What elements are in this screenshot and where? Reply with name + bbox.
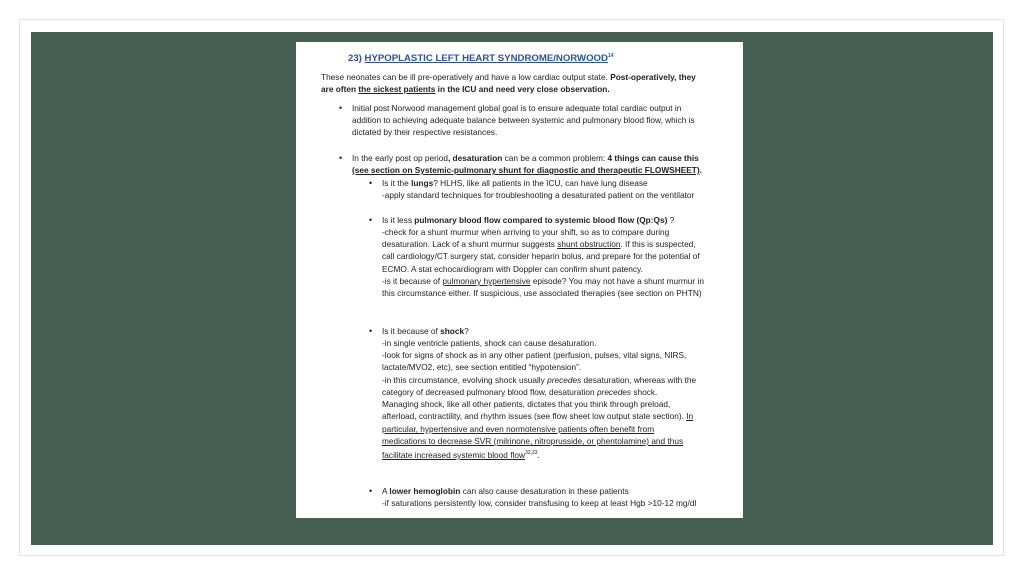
text-run: -apply standard techniques for troubleshooting a desaturated patient on the ventilator [382,190,695,200]
text-run: -look for signs of shock as in any other patient (perfusion, pulses, vital signs, NIRS, [382,350,687,360]
text-run: Managing shock, like all other patients, dictates that you think through preload, [382,399,671,409]
text-run: call cardiology/CT surgery stat, consider heparin bolus, and prepare for the potential of [382,251,700,261]
text-run: facilitate increased systemic blood flow [382,449,525,460]
text-run: , desaturation [447,153,503,163]
text-run: These neonates can be ill pre-operatively and have a low cardiac output state. [321,72,611,82]
text-run: ? HLHS, like all patients in the ICU, can have lung disease [433,178,648,188]
text-line [352,103,681,113]
text-line [382,399,670,409]
text-run: the sickest patients [358,84,436,94]
title-number: 23) [348,53,362,65]
text-line [382,288,702,298]
text-run: ? [464,326,469,336]
text-line [382,338,596,348]
text-run: category of decreased pulmonary blood flow, desaturation [382,387,597,397]
text-run: Post-operatively, they [610,72,696,82]
text-line [382,362,581,372]
text-run: Initial post Norwood management global goal is to ensure adequate total cardiac output in [352,103,682,113]
text-line [321,72,696,82]
text-line [382,387,657,397]
text-run: -check for a shunt murmur when arriving to your shift, so as to compare during [382,227,670,237]
text-run: particular, hypertensive and even normotensive patients often benefit from [382,424,655,434]
text-line [352,115,695,125]
text-run: shock [440,326,465,336]
text-line [382,424,654,434]
bullet-icon: • [339,153,343,163]
text-run: 4 things can cause this [607,153,699,163]
text-line [382,448,540,460]
text-run: desaturation. Lack of a shunt murmur suggests [382,239,558,249]
text-line [382,498,696,508]
text-run: can be a common problem: [502,153,608,163]
text-line [382,436,683,446]
text-run: can also cause desaturation in these patients [460,486,629,496]
text-run: in the ICU and need very close observation. [435,84,610,94]
reference-superscript: 32,33 [524,450,538,456]
text-line [321,84,610,94]
bullet-icon: • [339,103,343,113]
text-run: afterload, contractility, and rhythm issues (see flow sheet low output state section). [382,411,687,421]
text-run: episode? You may not have a shunt murmur in [530,276,704,286]
text-run: lactate/MVO2, etc), see section entitled “hypotension”. [382,362,582,372]
text-run: dictated by their respective resistances. [352,127,498,137]
text-run: shock. [631,387,658,397]
text-run: A [382,486,390,496]
text-run: (see section on Systemic-pulmonary shunt for diagnostic and therapeutic FLOWSHEET) [352,165,700,175]
text-run: addition to achieving adequate balance between systemic and pulmonary blood flow, which is [352,115,695,125]
text-run: -if saturations persistently low, consider transfusing to keep at least Hgb >10-12 mg/dl [382,498,697,508]
text-run: . [537,449,540,460]
text-run: Is it less [382,215,415,225]
page-title [348,51,614,64]
text-run: ? [667,215,675,225]
text-line [382,239,696,249]
text-run: In the early post op period [352,153,448,163]
text-run: desaturation, whereas with the [581,375,697,385]
text-line [382,486,629,496]
bullet-icon: • [369,178,373,188]
text-run: Is it the [382,178,412,188]
text-run: precedes [596,387,632,397]
text-line [352,165,702,175]
text-run: are often [321,84,359,94]
text-run: medications to decrease SVR (milrinone, nitroprusside, or phentolamine) and thus [382,436,684,446]
text-run: ECMO. A stat echocardiogram with Doppler can confirm shunt patency. [382,264,643,274]
text-run: -is it because of [382,276,443,286]
text-run: precedes [547,375,582,385]
title-text: HYPOPLASTIC LEFT HEART SYNDROME/NORWOOD [364,53,608,65]
text-run: this circumstance either. If suspicious, use associated therapies (see section on PHTN) [382,288,702,298]
text-run: In [686,411,694,421]
bullet-icon: • [369,215,373,225]
text-run: . [699,165,702,175]
text-line [382,190,694,200]
bullet-icon: • [369,326,373,336]
text-line [382,375,696,385]
text-run: shunt obstruction [557,239,621,249]
text-line [382,215,674,225]
text-run: lower hemoglobin [389,486,461,496]
bullet-icon: • [369,486,373,496]
text-line [352,127,497,137]
text-line [382,264,643,274]
text-line [382,178,648,188]
text-run: -in single ventricle patients, shock can cause desaturation. [382,338,597,348]
text-run: -in this circumstance, evolving shock usually [382,375,548,385]
text-line [382,251,700,261]
text-line [352,153,699,163]
text-run: lungs [411,178,434,188]
title-reference: 14 [607,53,614,59]
text-run: Is it because of [382,326,441,336]
text-run: . If this is suspected, [620,239,696,249]
text-line [382,227,669,237]
text-line [382,276,704,286]
text-run: pulmonary hypertensive [442,276,531,286]
text-line [382,350,686,360]
document-page [296,42,743,518]
text-run: pulmonary blood flow compared to systemic blood flow (Qp:Qs) [414,215,668,225]
text-line [382,411,693,421]
text-line [382,326,469,336]
